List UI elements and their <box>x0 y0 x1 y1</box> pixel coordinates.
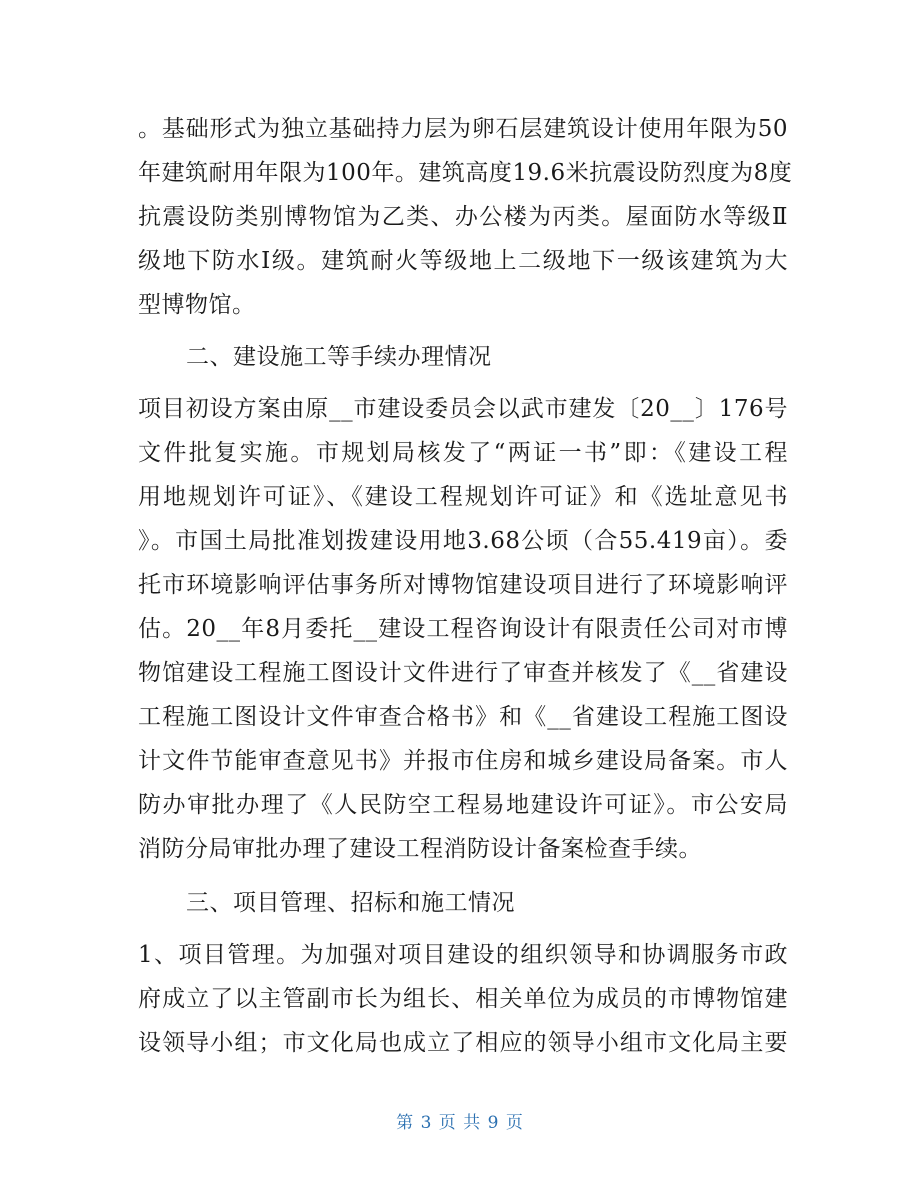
text-line: 级地下防水Ⅰ级。建筑耐火等级地上二级地下一级该建筑为大 <box>138 248 788 274</box>
text-line: 用地规划许可证》、《建设工程规划许可证》和《选址意见书 <box>138 484 788 510</box>
text-line: 消防分局审批办理了建设工程消防设计备案检查手续。 <box>138 836 702 862</box>
page-number-footer: 第 3 页 共 9 页 <box>396 1113 524 1133</box>
text-line: 估。20__年8月委托__建设工程咨询设计有限责任公司对市博 <box>138 616 788 642</box>
text-line: 计文件节能审查意见书》并报市住房和城乡建设局备案。市人 <box>138 748 788 774</box>
text-line: 文件批复实施。市规划局核发了“两证一书”即：《建设工程 <box>138 440 788 466</box>
text-line: 物馆建设工程施工图设计文件进行了审查并核发了《__省建设 <box>138 660 788 686</box>
section-heading: 三、项目管理、招标和施工情况 <box>186 890 515 916</box>
text-line: 府成立了以主管副市长为组长、相关单位为成员的市博物馆建 <box>138 986 788 1012</box>
text-line: 型博物馆。 <box>138 292 256 318</box>
text-line: 。基础形式为独立基础持力层为卵石层建筑设计使用年限为50 <box>138 116 788 142</box>
text-line: 项目初设方案由原__市建设委员会以武市建发〔20__〕176号 <box>138 396 788 422</box>
text-line: 托市环境影响评估事务所对博物馆建设项目进行了环境影响评 <box>138 572 788 598</box>
text-line: 抗震设防类别博物馆为乙类、办公楼为丙类。屋面防水等级Ⅱ <box>138 204 788 230</box>
text-line: 设领导小组；市文化局也成立了相应的领导小组市文化局主要 <box>138 1030 788 1056</box>
text-line: 年建筑耐用年限为100年。建筑高度19.6米抗震设防烈度为8度 <box>138 160 793 186</box>
text-line: 防办审批办理了《人民防空工程易地建设许可证》。市公安局 <box>138 792 788 818</box>
section-heading: 二、建设施工等手续办理情况 <box>186 344 492 370</box>
text-line: 》。市国土局批准划拨建设用地3.68公顷（合55.419亩）。委 <box>138 528 788 554</box>
text-line: 1、项目管理。为加强对项目建设的组织领导和协调服务市政 <box>138 942 788 968</box>
text-line: 工程施工图设计文件审查合格书》和《__省建设工程施工图设 <box>138 704 788 730</box>
